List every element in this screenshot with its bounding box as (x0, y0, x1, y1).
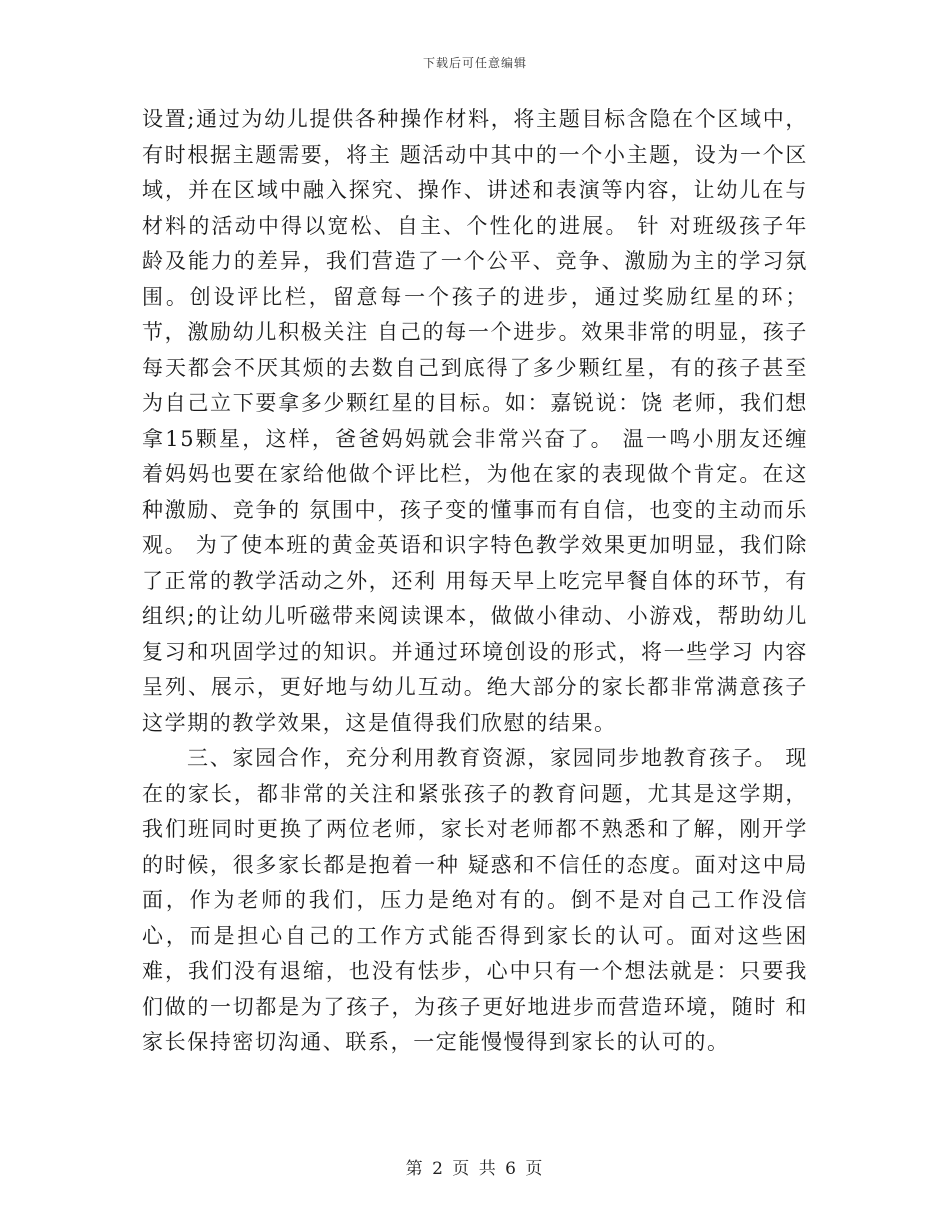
paragraph-1: 设置;通过为幼儿提供各种操作材料，将主题目标含隐在个区域中，有时根据主题需要，将主 题活动中其中的一个小主题，设为一个区域，并在区域中融入探究、操作、讲述和表演等内容，让幼儿在与材料的活动中得以宽松、自主、个性化的进展。 针 对班级孩子年龄及能力的差异，我们营造了一个公平、竞争、激励为主的学习氛围。创设评比栏，留意每一个孩子的进步，通过奖励红星的环；节，激励幼儿积极关注 自己的每一个进步。效果非常的明显，孩子每天都会不厌其烦的去数自己到底得了多少颗红星，有的孩子甚至为自己立下要拿多少颗红星的目标。如：嘉锐说：饶 老师，我们想拿15颗星，这样，爸爸妈妈就会非常兴奋了。 温一鸣小朋友还缠着妈妈也要在家给他做个评比栏，为他在家的表现做个肯定。在这种激励、竞争的 氛围中，孩子变的懂事而有自信，也变的主动而乐观。 为了使本班的黄金英语和识字特色教学效果更加明显，我们除了正常的教学活动之外，还利 用每天早上吃完早餐自体的环节，有组织;的让幼儿听磁带来阅读课本，做做小律动、小游戏，帮助幼儿复习和巩固学过的知识。并通过环境创设的形式，将一些学习 内容呈列、展示，更好地与幼儿互动。绝大部分的家长都非常满意孩子这学期的教学效果，这是值得我们欣慰的结果。 (142, 107, 808, 735)
paragraph-2: 三、家园合作，充分利用教育资源，家园同步地教育孩子。 现在的家长，都非常的关注和紧张孩子的教育问题，尤其是这学期，我们班同时更换了两位老师，家长对老师都不熟悉和了解，刚开学的时候，很多家长都是抱着一种 疑惑和不信任的态度。面对这中局面，作为老师的我们，压力是绝对有的。倒不是对自己工作没信心，而是担心自己的工作方式能否得到家长的认可。面对这些困 难，我们没有退缩，也没有怯步，心中只有一个想法就是：只要我们做的一切都是为了孩子，为孩子更好地进步而营造环境，随时 和家长保持密切沟通、联系，一定能慢慢得到家长的认可的。 (142, 746, 808, 1054)
page-number: 第 2 页 共 6 页 (405, 1159, 545, 1179)
document-body (142, 102, 808, 1061)
page-header: 下载后可任意编辑 (422, 56, 527, 70)
